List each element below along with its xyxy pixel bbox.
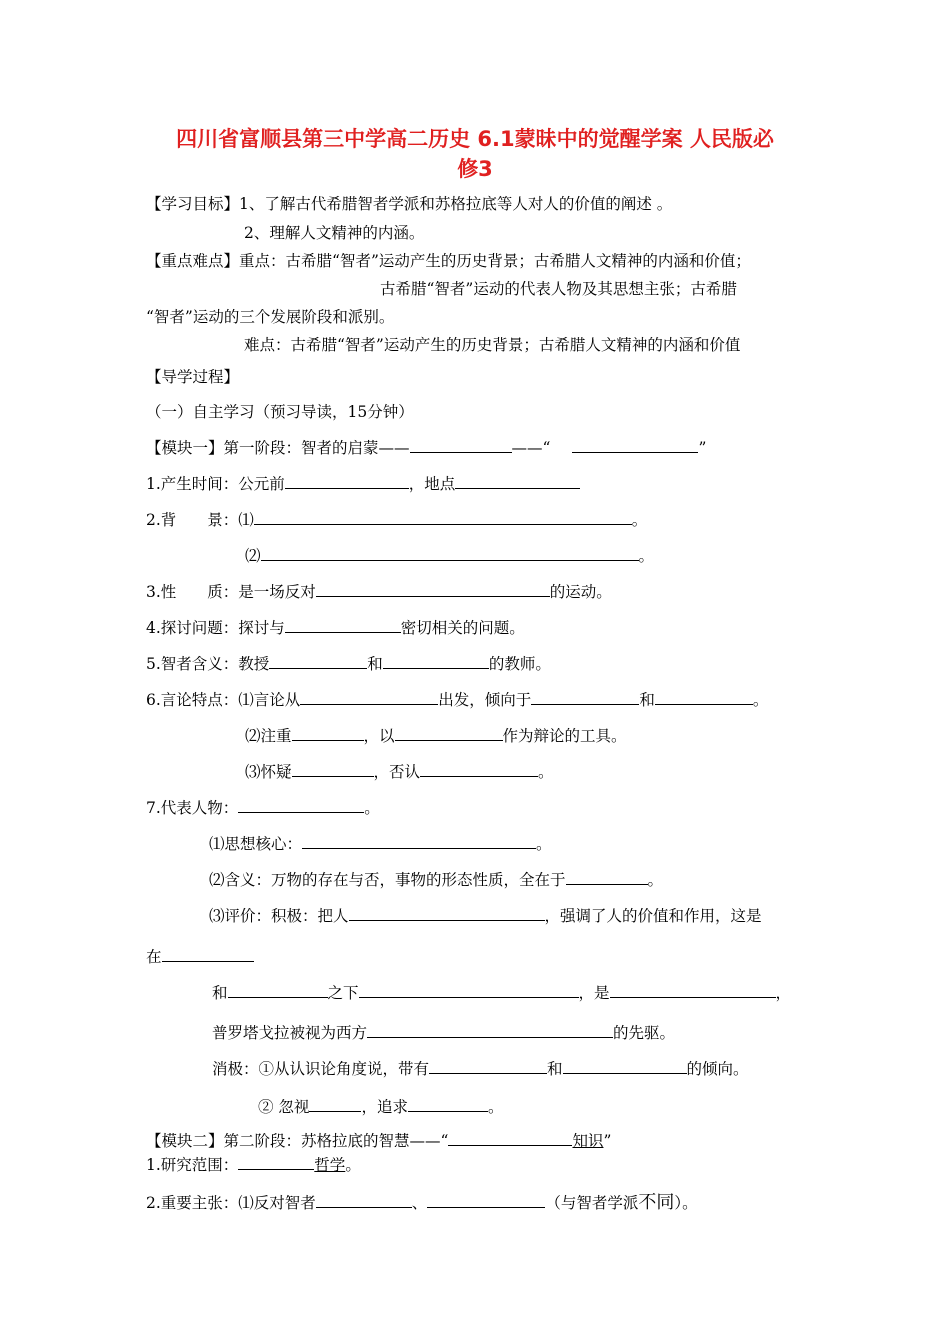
blank[interactable] [300, 689, 438, 705]
blank[interactable] [655, 689, 753, 705]
blank[interactable] [455, 473, 580, 489]
question-7-neg-2: ② 忽视 ，追求 。 [258, 1098, 504, 1116]
blank[interactable] [383, 653, 489, 669]
question-5: 5.智者含义：教授 和 的教师。 [146, 655, 551, 673]
module-2-heading: 【模块二】第二阶段：苏格拉底的智慧——“ 知识” [146, 1132, 612, 1150]
blank[interactable] [285, 617, 401, 633]
question-6: 6.言论特点：⑴言论从 出发，倾向于 和 。 [146, 691, 769, 709]
blank[interactable] [292, 761, 374, 777]
blank[interactable] [254, 509, 632, 525]
blank[interactable] [228, 982, 328, 998]
key-line-3: “智者”运动的三个发展阶段和派别。 [146, 308, 395, 326]
guide-heading: 【导学过程】 [146, 368, 240, 386]
question-2-b: ⑵ 。 [245, 547, 655, 565]
blank[interactable] [238, 1154, 314, 1170]
blank[interactable] [292, 725, 364, 741]
blank[interactable] [410, 437, 512, 453]
question-3: 3.性 质：是一场反对 的运动。 [146, 583, 612, 601]
research-scope: 1.研究范围： 哲学。 [146, 1156, 361, 1174]
question-6-b: ⑵注重 ，以 作为辩论的工具。 [245, 727, 627, 745]
question-7-3: ⑶评价：积极：把人 ，强调了人的价值和作用，这是 [209, 907, 762, 925]
question-7-1: ⑴思想核心： 。 [209, 835, 552, 853]
key-line-1 [146, 250, 751, 272]
goal-line-1 [146, 193, 672, 215]
main-claims: 2.重要主张：⑴反对智者 、 （与智者学派不同）。 [146, 1192, 698, 1213]
goal-label: 【学习目标】 [146, 195, 240, 213]
blank[interactable] [531, 689, 639, 705]
question-7-3-cont: 在 [146, 946, 254, 968]
document-title [140, 124, 810, 184]
key-text-1: 重点：古希腊“智者”运动产生的历史背景；古希腊人文精神的内涵和价值； [239, 252, 751, 270]
blank[interactable] [572, 437, 698, 453]
blank[interactable] [429, 1058, 547, 1074]
key-label: 【重点难点】 [146, 252, 240, 270]
title-line-2: 修3 [457, 157, 493, 181]
question-7-neg: 消极：①从认识论角度说，带有 和 的倾向。 [212, 1060, 749, 1078]
blank[interactable] [448, 1130, 572, 1146]
goal-text-1: 1、了解古代希腊智者学派和苏格拉底等人对人的价值的阐述 。 [239, 195, 673, 213]
question-7-2: ⑵含义：万物的存在与否，事物的形态性质，全在于 。 [209, 871, 664, 889]
question-1: 1.产生时间：公元前 ，地点 [146, 473, 580, 495]
blank[interactable] [563, 1058, 687, 1074]
question-7-4: 和 之下 ，是 ， [212, 984, 792, 1002]
question-7: 7.代表人物： 。 [146, 799, 380, 817]
blank[interactable] [285, 473, 409, 489]
blank[interactable] [610, 982, 776, 998]
blank[interactable] [349, 905, 545, 921]
blank[interactable] [309, 1096, 361, 1112]
blank[interactable] [261, 545, 639, 561]
module-1-heading: 【模块一】第一阶段：智者的启蒙—— ——“ ” [146, 439, 707, 457]
question-2: 2.背 景：⑴ 。 [146, 511, 648, 529]
blank[interactable] [238, 797, 364, 813]
self-study-heading: （一）自主学习（预习导读，15分钟） [146, 403, 414, 421]
question-7-5: 普罗塔戈拉被视为西方 的先驱。 [212, 1024, 676, 1042]
blank[interactable] [269, 653, 367, 669]
blank[interactable] [367, 1022, 613, 1038]
blank[interactable] [408, 1096, 488, 1112]
blank[interactable] [395, 725, 503, 741]
blank[interactable] [566, 869, 648, 885]
key-line-2: 古希腊“智者”运动的代表人物及其思想主张；古希腊 [380, 280, 737, 298]
question-6-c: ⑶怀疑 ，否认 。 [245, 763, 554, 781]
blank[interactable] [420, 761, 538, 777]
blank[interactable] [427, 1192, 545, 1208]
goal-line-2: 2、理解人文精神的内涵。 [244, 224, 425, 242]
blank[interactable] [162, 946, 254, 962]
question-4: 4.探讨问题：探讨与 密切相关的问题。 [146, 619, 525, 637]
blank[interactable] [316, 1192, 412, 1208]
blank[interactable] [316, 581, 550, 597]
key-line-4: 难点：古希腊“智者”运动产生的历史背景；古希腊人文精神的内涵和价值 [244, 336, 741, 354]
blank[interactable] [359, 982, 579, 998]
title-line-1: 四川省富顺县第三中学高二历史 6.1蒙昧中的觉醒学案 人民版必 [176, 127, 774, 151]
blank[interactable] [302, 833, 536, 849]
